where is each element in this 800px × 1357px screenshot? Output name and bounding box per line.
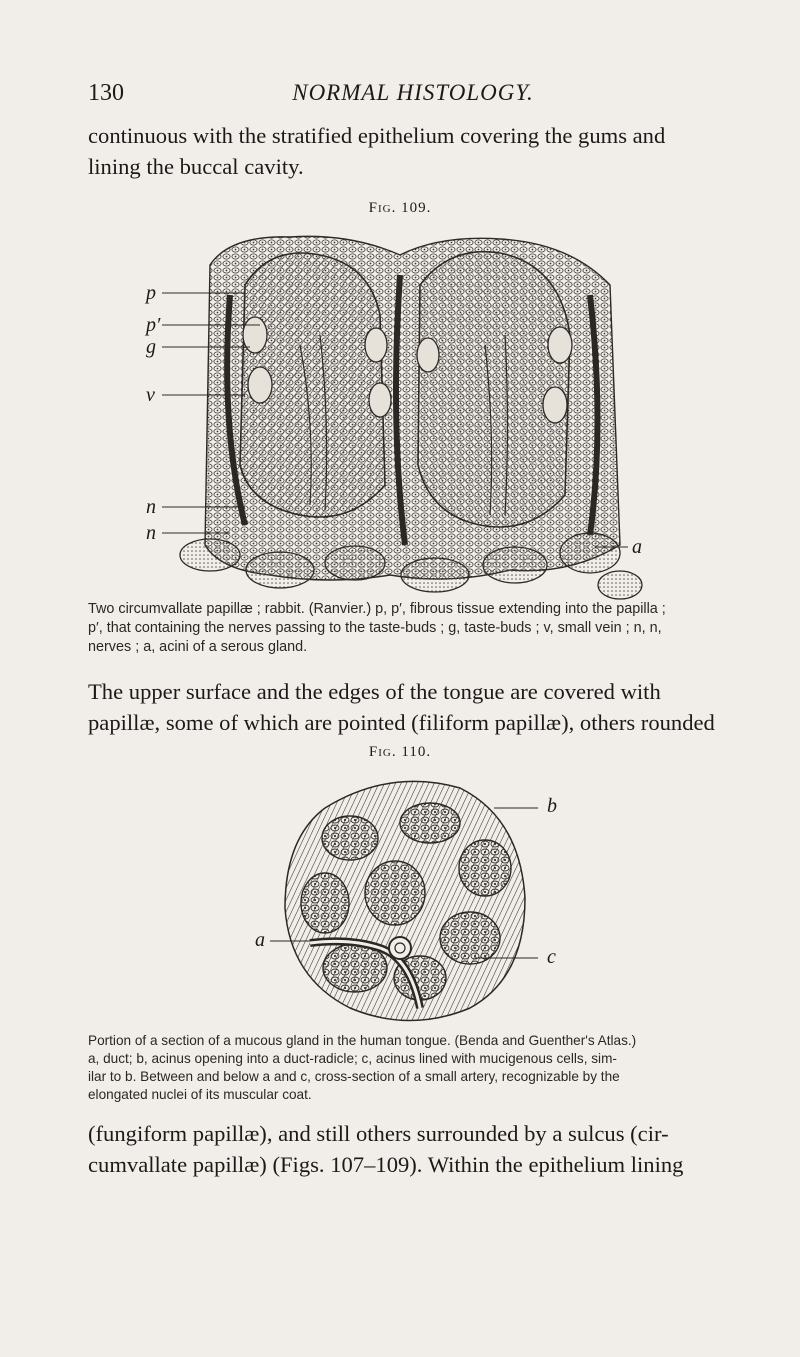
- label-c: c: [547, 946, 556, 968]
- caption-line: elongated nuclei of its muscular coat.: [88, 1087, 312, 1102]
- figure-110-label: Fig. 110.: [368, 744, 432, 760]
- figure-109-caption: [88, 600, 738, 657]
- label-p-prime: p′: [146, 314, 161, 336]
- caption-line: ilar to b. Between and below a and c, cross-section of a small artery, recognizable by the: [88, 1069, 620, 1084]
- label-b: b: [547, 795, 557, 817]
- caption-line: p′, that containing the nerves passing to the taste-buds ; g, taste-buds ; v, small vein ; n, n,: [88, 620, 662, 636]
- text-line: cumvallate papillæ) (Figs. 107–109). Within the epithelium lining: [88, 1152, 684, 1177]
- text-line: papillæ, some of which are pointed (filiform papillæ), others rounded: [88, 710, 715, 735]
- label-n: n: [146, 522, 156, 544]
- text-line: (fungiform papillæ), and still others surrounded by a sulcus (cir-: [88, 1121, 669, 1146]
- caption-line: a, duct; b, acinus opening into a duct-radicle; c, acinus lined with mucigenous cells, sim-: [88, 1051, 617, 1066]
- label-n: n: [146, 496, 156, 518]
- figure-109-illustration: [150, 225, 650, 605]
- mucous-gland-drawing: [270, 768, 540, 1028]
- label-a: a: [632, 536, 642, 558]
- small-artery: [389, 937, 411, 959]
- text-line: The upper surface and the edges of the tongue are covered with: [88, 679, 661, 704]
- figure-110-illustration: [270, 768, 540, 1028]
- text-line: lining the buccal cavity.: [88, 154, 304, 179]
- page-number: 130: [88, 80, 124, 106]
- caption-line: Two circumvallate papillæ ; rabbit. (Ranvier.) p, p′, fibrous tissue extending into the papilla ;: [88, 601, 666, 617]
- text-line: continuous with the stratified epithelium covering the gums and: [88, 123, 666, 148]
- label-g: g: [146, 336, 156, 358]
- figure-109-label: Fig. 109.: [368, 200, 432, 216]
- running-title: NORMAL HISTOLOGY.: [292, 80, 534, 105]
- label-v: v: [146, 384, 155, 406]
- running-head: [88, 80, 738, 110]
- right-papilla: [418, 252, 570, 527]
- caption-line: Portion of a section of a mucous gland in the human tongue. (Benda and Guenther's Atlas.): [88, 1033, 637, 1048]
- paragraph-middle: [88, 676, 738, 738]
- figure-110-caption: [88, 1032, 738, 1104]
- paragraph-top: [88, 120, 738, 182]
- circumvallate-papillae-drawing: [150, 225, 650, 605]
- label-a: a: [255, 929, 265, 951]
- caption-line: nerves ; a, acini of a serous gland.: [88, 639, 308, 655]
- label-p: p: [146, 282, 156, 304]
- paragraph-bottom: [88, 1118, 738, 1180]
